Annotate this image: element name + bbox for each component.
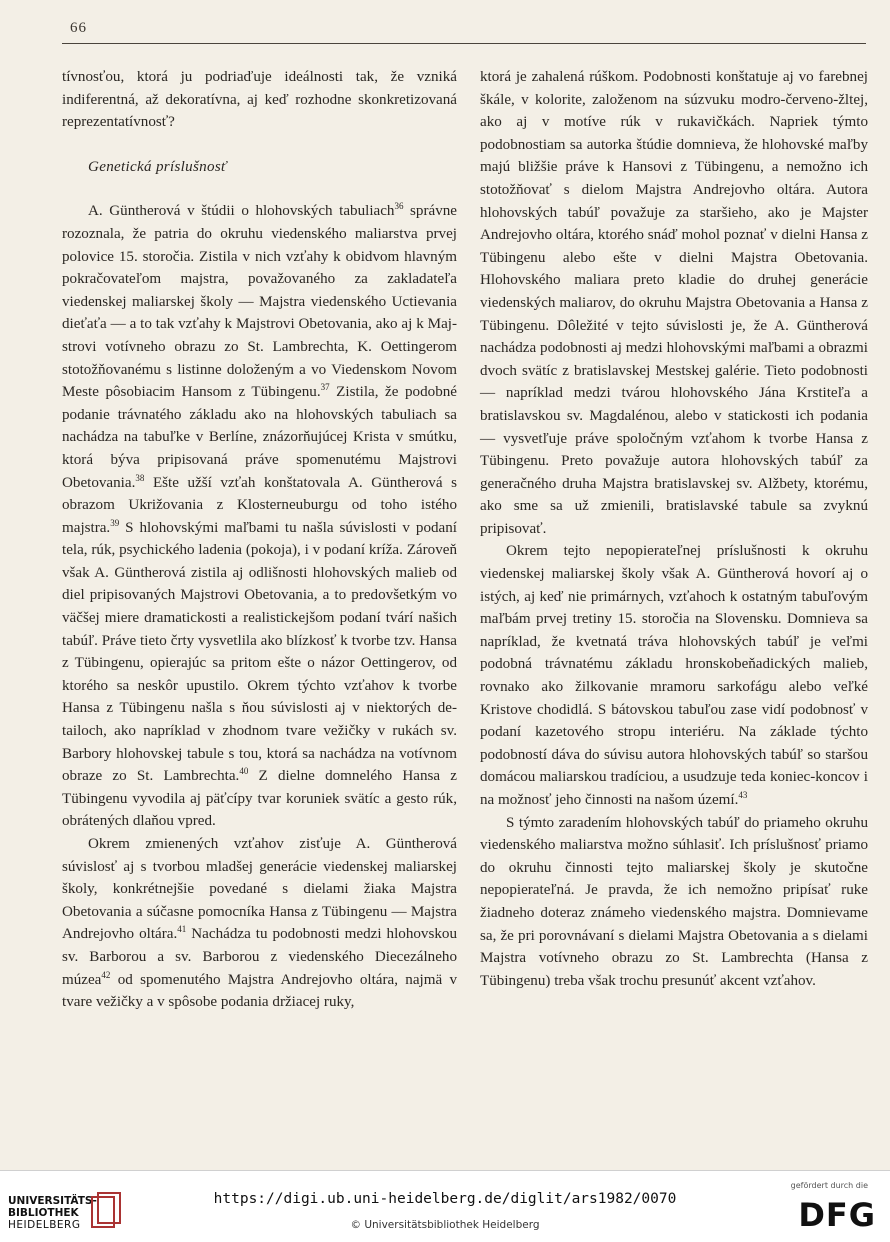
dfg-logo[interactable]: DFG: [798, 1196, 876, 1234]
footer-bar: [0, 1170, 890, 1242]
footnote-ref: 40: [239, 766, 249, 777]
footnote-ref: 43: [738, 790, 748, 800]
paragraph: tívnosťou, ktorá ju podriaďuje ideálnosti tak, že vzniká indiferentná, až dekoratívna, aj keď rozhodne skonkretizovaná reprezentatívnosť?: [62, 69, 457, 131]
footnote-ref: 42: [101, 969, 111, 980]
right-column: [480, 66, 868, 992]
paragraph: S týmto zaradením hlohovských tabúľ do priameho okruhu viedenského maliarstva možno súhlasiť. Ich príslušnosť priamo do okruhu činnosti tejto maliarskej školy je skutočne nepopierateľná. Je pravda, že ich nemožno pripísať ruke žiadneho doteraz známeho viedenského majstra. Domnievame sa, že pri porovnávaní s dielami Majstra Obetovania a s dielami Majstra votívneho obrazu zo St. Lambrechta (Hansa z Tübingenu) treba však trochu presunúť akcent vzťahov.: [480, 814, 868, 989]
paragraph: Okrem zmienených vzťahov zisťuje A. Güntherová súvislosť aj s tvorbou mladšej generácie viedenskej maliarskej školy, konkrétnejšie povedané s dielami žiaka Majstra Obetovania a súčasne pomocníka Hansa z Tübingenu — Majstra Andrejovho oltára.$^{41}$ Nachádza tu podobnosti medzi hlohovskou sv. Barborou a sv. Barborou z viedenského Diecezálneho múzea$^{42}$ od spomenutého Majstra Andrejovho oltára, najmä v tvare vežičky a v spôsobe podania držiacej ruky,: [62, 836, 457, 1011]
footnote-ref: 39: [110, 517, 120, 528]
header-rule: [62, 43, 866, 44]
source-url-link[interactable]: https://digi.ub.uni-heidelberg.de/diglit/ars1982/0070: [213, 1191, 677, 1207]
library-logo-text[interactable]: UNIVERSITÄTS- BIBLIOTHEK HEIDELBERG: [8, 1195, 97, 1231]
footnote-ref: 37: [320, 382, 330, 393]
section-heading: Genetická príslušnosť: [88, 158, 227, 175]
paragraph: Okrem tejto nepopierateľnej príslušnosti k okruhu viedenskej maliarskej školy však A. Güntherová hovorí aj o istých, aj keď nie primárnych, vzťahoch k ostatným tabuľovým maľbám prvej tretiny 15. storočia na Slovensku. Domnieva sa napríklad, že kvetnatá tráva hlohovských tabúľ je veľmi podobná trávnatému základu hronskobeňadických malieb, rovnako ako žilkovanie mramoru sarkofágu alebo veľké Kristove chodidlá. S bátovskou tabuľou zase vidí podobnosť v podaní kazetového stropu interiéru. Na základe týchto podobností dáva do súvisu autora hlohovských tabúľ so staršou domácou maliarskou tradíciou, a usudzuje teda koniec-koncov i na možnosť jeho činnosti na našom území.$^{43}$: [480, 543, 868, 808]
copyright-text: © Universitätsbibliothek Heidelberg: [350, 1219, 540, 1231]
page-number: 66: [70, 20, 87, 36]
paragraph: ktorá je zahalená rúškom. Podobnosti konštatuje aj vo farebnej škále, v kolorite, založenom na súzvuku modro-červeno-žltej, ako aj v motíve rúk v rukavičkách. Napriek týmto podobnostiam sa autorka štúdie domnieva, že hlohovské maľby majú bližšie práve k Hansovi z Tübingenu, a nemožno ich stotožňovať s dielom Majstra Andrejovho oltára. Autora hlohovských tabúľ považuje za staršieho, ako je Majster Andrejovho oltára, ktorého snáď mohol poznať v dielni Hansa z Tübingenu alebo ešte v dielni Majstra Obetovania. Hlohovského maliara preto kladie do druhej generácie viedenských maliarov, do okruhu Majstra Obetovania a Hansa z Tübingenu. Dôležité v tejto súvislosti je, že A. Güntherová nachádza podobnosti aj medzi hlohovskými maľbami a obrazmi dvoch svätíc z bratislavskej Mestskej galérie. Tieto podobnosti — napríklad medzi tvárou hlohovského Jána Krstiteľa a bratislavskou sv. Magdalénou, alebo v statickosti ich podania — vysvetľuje práve spoločným vzťahom k tvorbe Hansa z Tübingenu. Preto považuje autora hlohovských tabúľ za generačného druha Majstra bratislavskej sv. Alžbety, ktorému, ako sme sa už zmienili, bratislavské tabule sa zvyknú pripisovať.: [480, 69, 868, 537]
funding-note: gefördert durch die: [790, 1181, 868, 1190]
left-column: [62, 66, 457, 1014]
footnote-ref: 41: [177, 924, 187, 935]
paragraph: A. Güntherová v štúdii o hlohovských tabuliach$^{36}$ správne rozoznala, že patria do okruhu viedenského maliarstva prvej polovice 15. storočia. Zistila v nich vzťahy k obidvom hlavným pokračovateľom majstra, považovaného za zakladateľa viedenskej maliarskej školy — Majstra viedenského Uctievania dieťaťa — a to tak vzťahy k Majstrovi Obetovania, ako aj k Majstrovi votívneho obrazu zo St. Lambrechta, K. Oettingerom stotožňovanému s listinne doloženým a vo Viedenskom Novom Meste pôsobiacim Hansom z Tübingenu.$^{37}$ Zistila, že podobné podanie trávnatého základu ako na hlohovských tabuliach sa nachádza na tabuľke v Berlíne, znázorňujúcej Krista v smútku, ktorá býva pripisovaná práve spomenutému Majstrovi Obetovania.$^{38}$ Ešte užší vzťah konštatovala A. Güntherová s obrazom Ukrižovania z Klosterneuburgu od toho istého majstra.$^{39}$ S hlohovskými maľbami tu našla súvislosti v podaní tela, rúk, psychického ladenia (pokoja), i v podaní kríža. Zároveň však A. Güntherová zistila aj odlišnosti hlohovských malieb od diel pripisovaných Majstrovi Obetovania, a to predovšetkým vo väčšej miere dramatickosti a realistickejšom podaní tvárí našich tabúľ. Práve tieto črty vysvetlila ako blízkosť k tvorbe tzv. Hansa z Tübingenu, opierajúc sa pritom ešte o názor Oettingerov, od ktorého sa neskôr upustilo. Okrem týchto vzťahov k tvorbe Hansa z Tübingenu našla s ňou súvislosti aj v niektorých detailoch, ako napríklad v zhodnom tvare vežičky v rukách sv. Barbory hlohovskej tabule s tou, ktorá sa nachádza na votívnom obraze zo St. Lambrechta.$^{40}$ Z dielne domnelého Hansa z Tübingenu vyvodila aj päťcípy tvar koruniek svätíc a gesto rúk, obrátených dlaňou vpred.: [62, 201, 457, 830]
footnote-ref: 38: [135, 472, 145, 483]
footnote-ref: 36: [394, 201, 404, 212]
